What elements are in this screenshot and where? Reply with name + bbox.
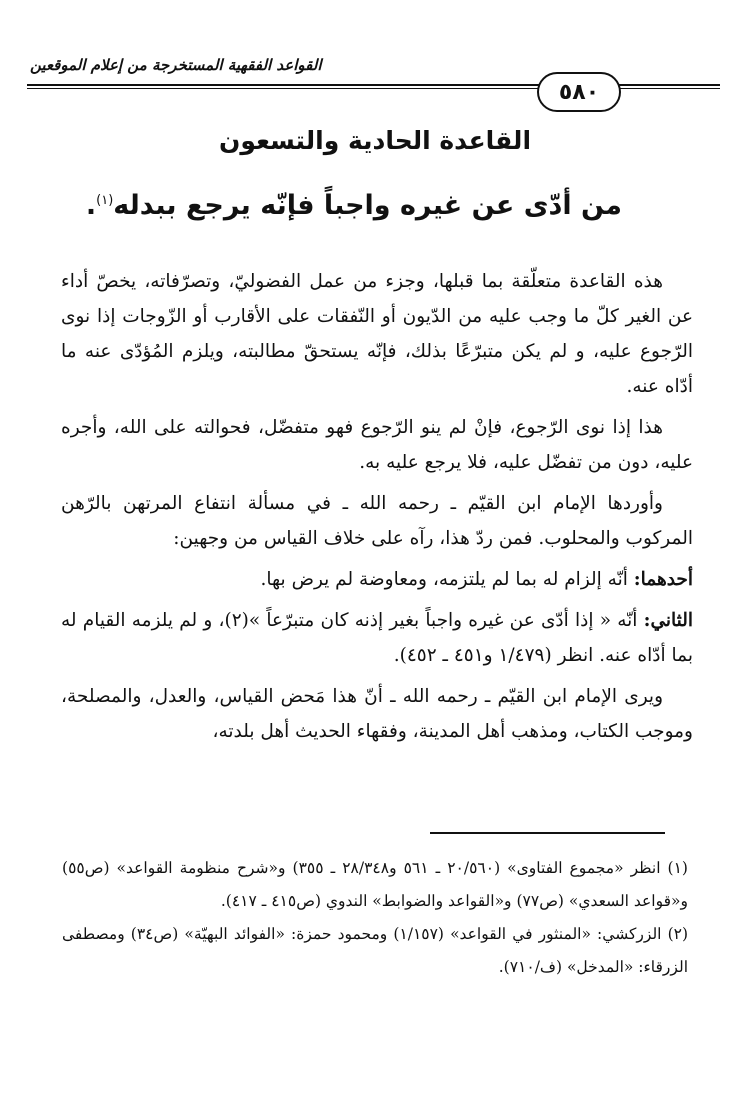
footnote-ref-1: (١) — [96, 193, 114, 208]
paragraph-1: هذه القاعدة متعلّقة بما قبلها، وجزء من عمل الفضوليّ، وتصرّفاته، يخصّ أداء عن الغير كلّ ما وجب عليه من الدّيون أو النّفقات على الأقارب أو الزّوجات إذا نوى الرّجوع عليه، و لم يكن متبرّعًا بذلك، فإنّه يستحقّ مطالبته، ويلزم المُؤدّى عنه ما أدّاه عنه. — [61, 271, 693, 397]
paragraph-4 — [61, 562, 693, 597]
paragraph-5-lead: الثاني: — [643, 610, 694, 631]
page-number: ٥٨٠ — [537, 72, 621, 112]
footnote-2: (٢) الزركشي: «المنثور في القواعد» (١/١٥٧) ومحمود حمزة: «الفوائد البهيّة» (ص٣٤) ومصطفى الزرقاء: «المدخل» (ف/٧١٠). — [62, 925, 689, 976]
paragraph-2: هذا إذا نوى الرّجوع، فإنْ لم ينو الرّجوع فهو متفضّل، فحوالته على الله، وأجره عليه، دون من تفضّل عليه، فلا يرجع عليه به. — [61, 417, 693, 473]
paragraph-5 — [61, 603, 693, 673]
footnote-1: (١) انظر «مجموع الفتاوى» (٢٠/٥٦٠ ـ ٥٦١ و٢٨/٣٤٨ ـ ٣٥٥) و«شرح منظومة القواعد» (ص٥٥) و«قواعد السعدي» (ص٧٧) و«القواعد والضوابط» الندوي (ص٤١٥ ـ ٤١٧). — [62, 859, 688, 910]
body-text — [61, 264, 693, 755]
footnote-separator — [430, 832, 665, 834]
running-head: القواعد الفقهية المستخرجة من إعلام الموقعين — [30, 56, 322, 74]
rule-text-content: من أدّى عن غيره واجباً فإنّه يرجع ببدله — [113, 190, 622, 221]
footnotes — [62, 852, 688, 984]
paragraph-3: وأوردها الإمام ابن القيّم ـ رحمه الله ـ في مسألة انتفاع المرتهن بالرّهن المركوب والمحلوب. فمن ردّ هذا، رآه على خلاف القياس من وجهين: — [61, 493, 693, 549]
rule-title: القاعدة الحادية والتسعون — [218, 126, 532, 155]
paragraph-6: ويرى الإمام ابن القيّم ـ رحمه الله ـ أنّ هذا مَحض القياس، والعدل، والمصلحة، وموجب الكتاب، ومذهب أهل المدينة، وفقهاء الحديث أهل بلدته، — [61, 686, 693, 742]
rule-text: من أدّى عن غيره واجباً فإنّه يرجع ببدله$^{(١)}$. — [85, 190, 622, 221]
paragraph-4-text: أنّه إلزام له بما لم يلتزمه، ومعاوضة لم يرض بها. — [260, 569, 634, 590]
paragraph-5-text: أنّه « إذا أدّى عن غيره واجباً بغير إذنه كان متبرّعاً »(٢)، و لم يلزمه القيام له بما أدّاه عنه. انظر (١/٤٧٩ و٤٥١ ـ ٤٥٢). — [61, 610, 693, 666]
paragraph-4-lead: أحدهما: — [633, 569, 693, 590]
